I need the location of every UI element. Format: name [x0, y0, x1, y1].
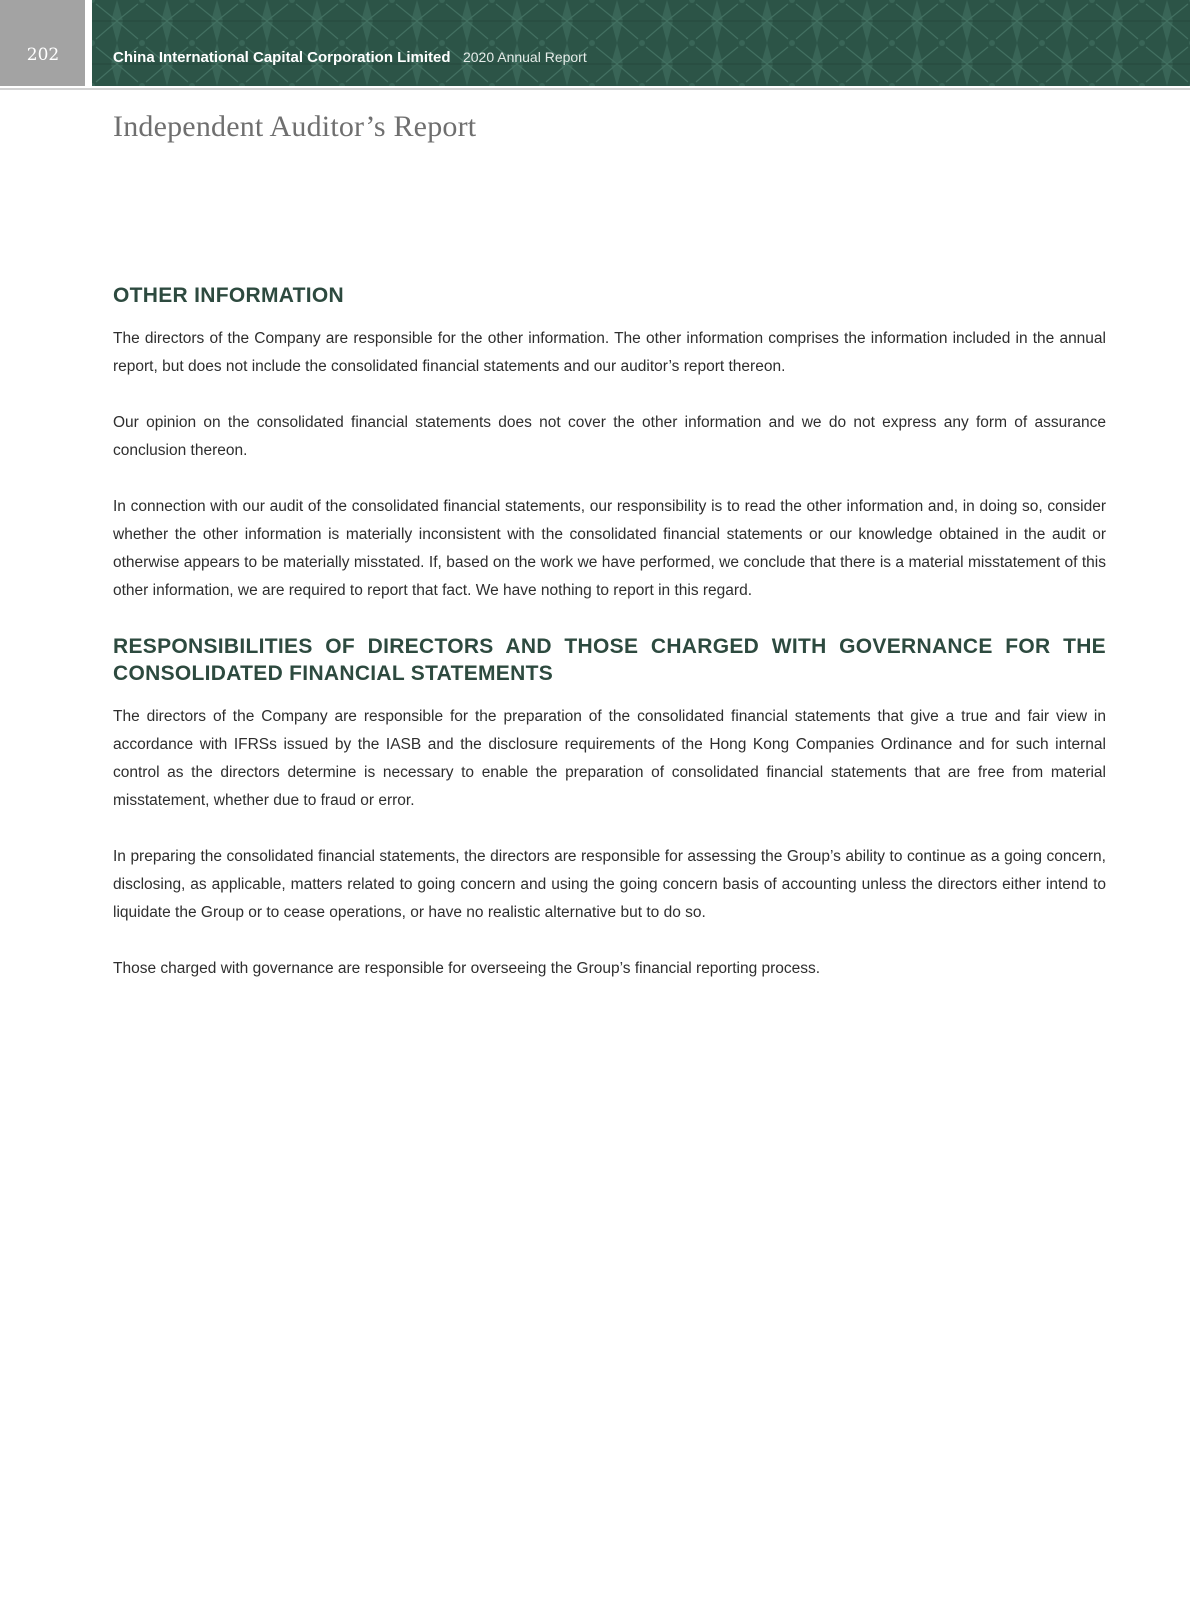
page-title: Independent Auditor’s Report [113, 110, 477, 143]
document-body [113, 282, 1106, 1011]
paragraph: Those charged with governance are responsible for overseeing the Group’s financial reporting process. [113, 960, 821, 977]
section-heading: RESPONSIBILITIES OF DIRECTORS AND THOSE CHARGED WITH GOVERNANCE FOR THE CONSOLIDATED FINANCIAL STATEMENTS [113, 635, 1106, 685]
paragraph: In preparing the consolidated financial statements, the directors are responsible for assessing the Group’s ability to continue as a going concern, disclosing, as applicable, matters related to going concern and using the going concern basis of accounting unless the directors either intend to liquidate the Group or to cease operations, or have no realistic alternative but to do so. [113, 848, 1106, 921]
banner-title [113, 49, 587, 67]
page-number-box [0, 0, 85, 86]
page-number: 202 [26, 45, 60, 65]
paragraph: The directors of the Company are responsible for the preparation of the consolidated financial statements that give a true and fair view in accordance with IFRSs issued by the IASB and the disclosure requirements of the Hong Kong Companies Ordinance and for such internal control as the directors determine is necessary to enable the preparation of consolidated financial statements that are free from material misstatement, whether due to fraud or error. [113, 708, 1106, 809]
section-heading: OTHER INFORMATION [113, 284, 345, 307]
paragraph: In connection with our audit of the consolidated financial statements, our responsibility is to read the other information and, in doing so, consider whether the other information is materially inconsistent with the consolidated financial statements or our knowledge obtained in the audit or otherwise appears to be materially misstated. If, based on the work we have performed, we conclude that there is a material misstatement of this other information, we are required to report that fact. We have nothing to report in this regard. [113, 498, 1106, 599]
banner-pattern [92, 0, 1190, 86]
report-name: 2020 Annual Report [462, 49, 587, 65]
paragraph: The directors of the Company are responsible for the other information. The other information comprises the information included in the annual report, but does not include the consolidated financial statements and our auditor’s report thereon. [113, 330, 1106, 375]
company-name: China International Capital Corporation Limited [113, 49, 451, 66]
header-banner [92, 0, 1190, 86]
header-divider [0, 88, 1190, 90]
paragraph: Our opinion on the consolidated financial statements does not cover the other information and we do not express any form of assurance conclusion thereon. [113, 414, 1106, 459]
